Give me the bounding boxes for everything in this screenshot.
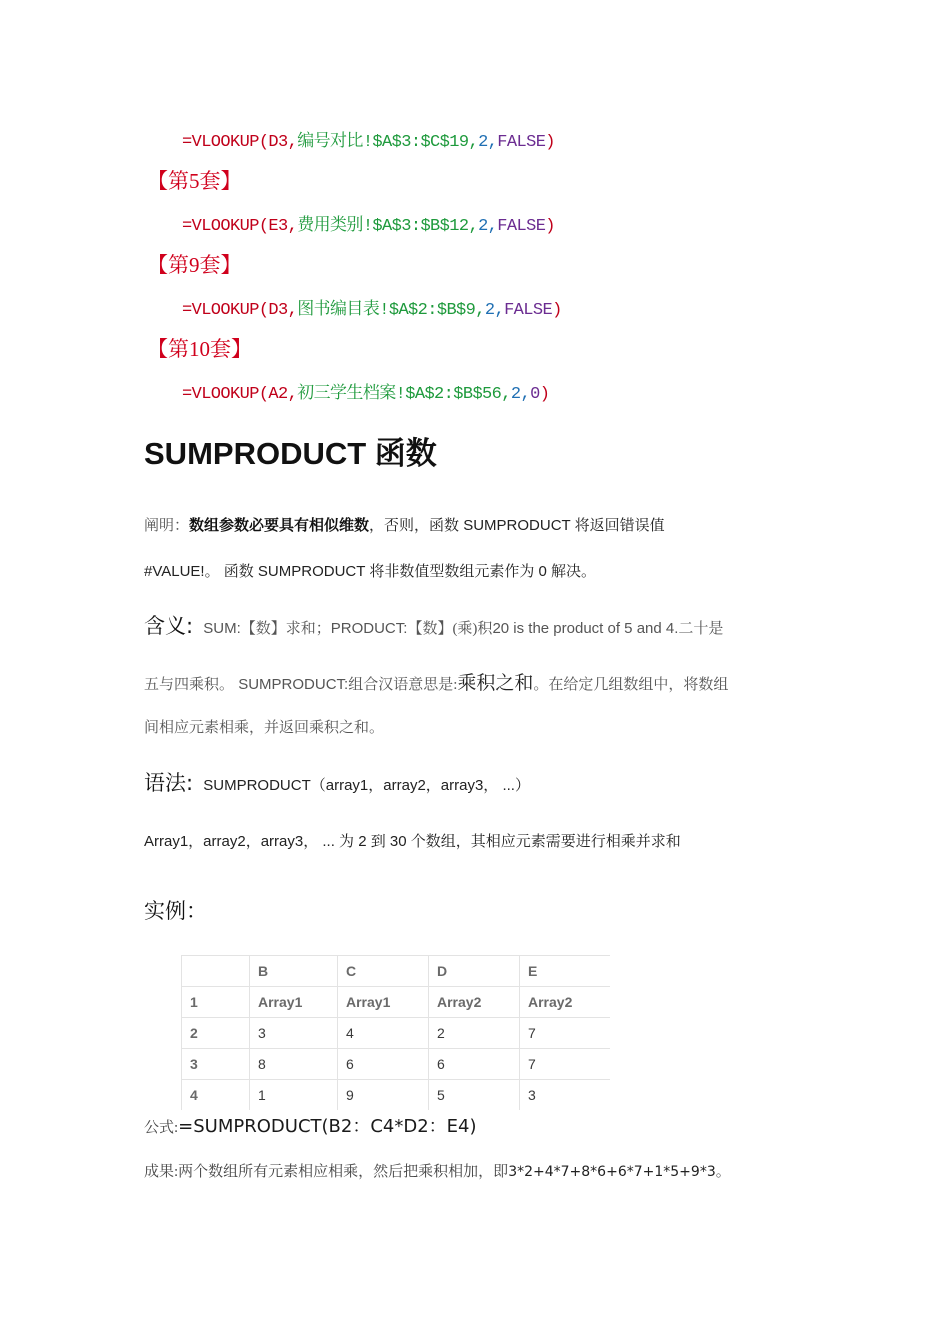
- table-cell: 2: [429, 1018, 520, 1049]
- table-cell: 3: [250, 1018, 338, 1049]
- meaning-label: 含义:: [144, 614, 194, 638]
- meaning-line-2: 五与四乘积。 SUMPRODUCT:组合汉语意思是:乘积之和。在给定几组数组中，将数组: [144, 672, 729, 694]
- row-header: 2: [182, 1018, 250, 1049]
- table-row: [182, 987, 611, 1018]
- column-header-e: E: [520, 956, 611, 987]
- result-expression: 3*2+4*7+8*6+6*7+1*5+9*3: [508, 1164, 716, 1180]
- table-cell: 1: [250, 1080, 338, 1111]
- set-label-5: 【第5套】: [147, 169, 242, 193]
- column-header-c: C: [338, 956, 429, 987]
- table-cell: 6: [429, 1049, 520, 1080]
- syntax-label: 语法:: [144, 771, 194, 795]
- formula-text: =SUMPRODUCT(B2：C4*D2：E4): [178, 1116, 477, 1137]
- row-header: 3: [182, 1049, 250, 1080]
- table-row: [182, 1080, 611, 1111]
- column-header-d: D: [429, 956, 520, 987]
- result-end: 。: [715, 1164, 731, 1180]
- syntax-description: Array1，array2，array3， ... 为 2 到 30 个数组，其相应元素需要进行相乘并求和: [144, 833, 681, 850]
- table-cell: Array2: [429, 987, 520, 1018]
- formula-label: 公式:: [144, 1120, 179, 1136]
- vlookup-formula-2: =VLOOKUP(E3,费用类别!$A$3:$B$12,2,FALSE): [182, 217, 555, 236]
- note-emphasis: 数组参数必要具有相似维数: [189, 517, 370, 534]
- row-header: 4: [182, 1080, 250, 1111]
- table-cell: 4: [338, 1018, 429, 1049]
- syntax-line: [144, 767, 530, 797]
- table-corner-cell: [182, 956, 250, 987]
- table-cell: 9: [338, 1080, 429, 1111]
- formula-line: [144, 1112, 477, 1138]
- table-row: [182, 1018, 611, 1049]
- table-cell: 3: [528, 1087, 536, 1103]
- example-table: [181, 955, 610, 1110]
- set-label-10: 【第10套】: [147, 337, 252, 361]
- note-label: 阐明：: [144, 518, 190, 534]
- section-title: SUMPRODUCT 函数: [144, 436, 437, 471]
- vlookup-formula-4: =VLOOKUP(A2,初三学生档案!$A$2:$B$56,2,0): [182, 385, 550, 404]
- table-cell: 7: [520, 1049, 611, 1080]
- vlookup-formula-3: =VLOOKUP(D3,图书编目表!$A$2:$B$9,2,FALSE): [182, 301, 562, 320]
- result-label: 成果:: [144, 1164, 179, 1180]
- note-line-1: [144, 514, 665, 535]
- result-text: 两个数组所有元素相应相乘，然后把乘积相加，即: [178, 1164, 509, 1180]
- meaning-line-3: 间相应元素相乘，并返回乘积之和。: [144, 720, 385, 736]
- table-row: [182, 1049, 611, 1080]
- note-line-2: #VALUE!。 函数 SUMPRODUCT 将非数值型数组元素作为 0 解决。: [144, 563, 596, 580]
- table-header-row: [182, 956, 611, 987]
- table-cell: 6: [338, 1049, 429, 1080]
- result-line: [144, 1160, 731, 1181]
- table-cell: Array2: [520, 987, 611, 1018]
- set-label-9: 【第9套】: [147, 253, 242, 277]
- table-cell: Array1: [338, 987, 429, 1018]
- table-cell: Array1: [250, 987, 338, 1018]
- meaning-key-term: 乘积之和: [457, 672, 534, 694]
- column-header-b: B: [250, 956, 338, 987]
- row-header: 1: [182, 987, 250, 1018]
- table-cell: 7: [520, 1018, 611, 1049]
- syntax-signature: SUMPRODUCT（array1，array2，array3， ...）: [203, 777, 530, 794]
- meaning-line-1: 含义: SUM:【数】求和；PRODUCT:【数】(乘)积20 is the product of 5 and 4.二十是: [144, 614, 724, 638]
- table-cell: 5: [429, 1080, 520, 1111]
- example-heading: 实例：: [144, 899, 207, 923]
- table-cell: 8: [250, 1049, 338, 1080]
- vlookup-formula-1: =VLOOKUP(D3,编号对比!$A$3:$C$19,2,FALSE): [182, 133, 555, 152]
- note-rest: ，否则，函数 SUMPRODUCT 将返回错误值: [369, 517, 665, 534]
